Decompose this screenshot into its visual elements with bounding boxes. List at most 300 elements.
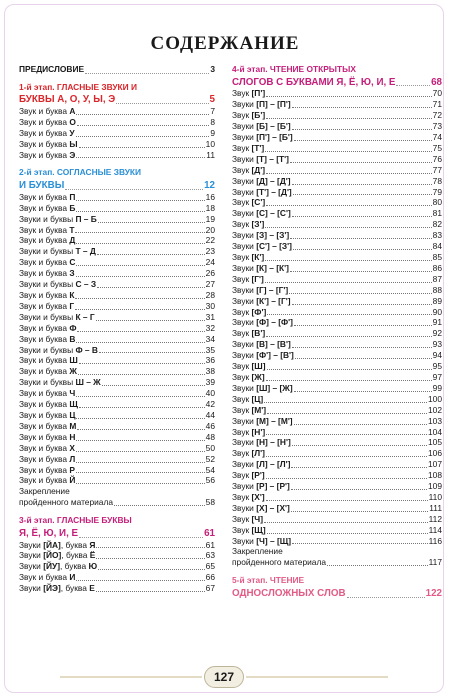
toc-label-bold: Ш – Ж <box>75 377 101 388</box>
toc-page: 22 <box>205 235 215 246</box>
toc-label-text: Звук и буква <box>19 333 70 344</box>
leader-dots <box>327 565 428 566</box>
leader-dots <box>292 216 432 217</box>
toc-page: 38 <box>205 366 215 377</box>
toc-label <box>232 339 291 350</box>
toc-label-bold: К <box>69 290 75 300</box>
toc-label-text: Звуки <box>232 437 257 448</box>
toc-label-bold: Ф <box>69 322 77 333</box>
toc-label-bold: Н <box>69 431 76 442</box>
toc-label <box>19 366 77 377</box>
toc-page: 87 <box>432 273 442 284</box>
toc-page: 35 <box>205 344 215 355</box>
leader-dots <box>266 478 427 479</box>
toc-label <box>19 268 75 279</box>
toc-label <box>232 536 291 547</box>
leader-dots <box>76 472 205 473</box>
toc-label-text: Звук и буква <box>19 572 70 583</box>
toc-entry <box>19 323 215 334</box>
section-heading <box>19 94 215 106</box>
leader-dots <box>290 271 432 272</box>
toc-label <box>19 399 78 410</box>
toc-label-text: пройденного материала <box>19 497 114 508</box>
toc-label-bold: [П'] – [Б'] <box>256 132 293 143</box>
toc-label <box>19 246 96 257</box>
toc-label-text: Я, Ё, Ю, И, Е <box>19 528 79 540</box>
toc-entry <box>232 143 442 154</box>
toc-label-text: Звуки <box>232 502 257 513</box>
toc-label <box>232 405 266 416</box>
leader-dots <box>291 511 428 512</box>
toc-page: 105 <box>428 437 442 448</box>
toc-label-text: Звуки <box>232 317 257 328</box>
toc-label <box>19 528 78 540</box>
leader-dots <box>98 222 205 223</box>
toc-label-bold: О <box>69 116 76 127</box>
toc-label-text: Звук и буква <box>19 290 70 300</box>
leader-dots <box>75 232 204 233</box>
toc-label-text: Звуки <box>232 175 257 186</box>
toc-page: 5 <box>209 94 215 106</box>
toc-page: 104 <box>428 426 442 437</box>
toc-page: 65 <box>205 561 215 572</box>
toc-label-text: Звуки <box>232 382 257 393</box>
toc-label-bold: [ЙА] <box>43 539 61 550</box>
toc-label <box>19 225 74 236</box>
toc-label <box>19 443 75 454</box>
leader-dots <box>76 396 204 397</box>
toc-label-bold: [К'] – [Г'] <box>256 295 291 306</box>
toc-label-text: Звуки <box>232 208 257 219</box>
toc-label <box>232 361 266 372</box>
toc-page: 10 <box>205 138 215 149</box>
toc-entry <box>232 328 442 339</box>
leader-dots <box>96 547 204 548</box>
toc-page: 9 <box>210 127 215 138</box>
section-spacer <box>19 508 215 513</box>
toc-page: 117 <box>428 557 442 568</box>
toc-label <box>232 427 265 438</box>
closing-line: Закрепление <box>19 486 70 497</box>
toc-entry <box>232 394 442 405</box>
page-number-rule-right <box>246 676 388 678</box>
toc-page: 97 <box>432 371 442 382</box>
leader-dots <box>96 320 205 321</box>
leader-dots <box>264 522 428 523</box>
toc-page: 102 <box>428 404 442 415</box>
toc-page: 88 <box>432 284 442 295</box>
section-heading <box>232 77 442 89</box>
toc-label-text: Звук <box>232 252 252 262</box>
toc-page: 78 <box>432 175 442 186</box>
toc-label-bold: Ю <box>88 561 98 572</box>
toc-page: 63 <box>205 550 215 561</box>
toc-page: 48 <box>205 431 215 442</box>
toc-label <box>19 475 75 486</box>
toc-page: 23 <box>205 246 215 257</box>
leader-dots <box>116 103 208 104</box>
toc-label <box>232 110 265 121</box>
toc-page: 26 <box>205 268 215 279</box>
toc-label <box>19 192 75 203</box>
section-heading-line: 4-й этап. ЧТЕНИЕ ОТКРЫТЫХ <box>232 64 356 74</box>
toc-page: 72 <box>432 110 442 121</box>
leader-dots <box>76 114 209 115</box>
toc-label <box>19 432 75 443</box>
toc-label <box>19 214 97 225</box>
toc-entry <box>232 154 442 165</box>
toc-page: 109 <box>428 481 442 492</box>
toc-label-text: Звуки и буквы <box>19 311 76 322</box>
toc-entry <box>19 192 215 203</box>
toc-entry <box>19 268 215 279</box>
toc-label <box>232 154 289 165</box>
toc-page: 32 <box>205 322 215 333</box>
toc-label-bold: [Д'] <box>251 164 266 175</box>
toc-label-text: Звуки <box>232 284 257 295</box>
toc-label-text: , буква <box>60 583 90 594</box>
toc-label-text: Звук <box>232 273 252 284</box>
toc-entry <box>232 230 442 241</box>
leader-dots <box>99 352 205 353</box>
toc-label-text: Звуки <box>232 415 257 426</box>
toc-label-text: , буква <box>60 539 90 550</box>
leader-dots <box>77 125 210 126</box>
toc-label-text: Звук <box>232 524 252 535</box>
toc-label-bold: [В] – [В'] <box>256 339 291 350</box>
toc-label-text: Звук и буква <box>19 127 70 138</box>
toc-label-text: Звук и буква <box>19 475 70 486</box>
toc-page: 116 <box>428 535 442 546</box>
toc-label <box>232 525 266 536</box>
toc-page: 19 <box>205 213 215 224</box>
toc-page: 61 <box>205 539 215 550</box>
leader-dots <box>76 462 204 463</box>
toc-label <box>232 372 265 383</box>
toc-label-bold: Ф – В <box>75 344 98 355</box>
toc-label <box>232 143 264 154</box>
toc-label-bold: [Н'] <box>251 426 266 437</box>
toc-right-column <box>232 62 442 600</box>
toc-label <box>232 383 293 394</box>
toc-label-text: Звуки <box>232 295 257 306</box>
toc-label-bold: У <box>69 127 75 138</box>
toc-page: 39 <box>205 377 215 388</box>
toc-label <box>19 203 75 214</box>
leader-dots <box>265 282 432 283</box>
toc-label-text: Звук <box>232 470 252 481</box>
toc-label <box>19 279 96 290</box>
toc-entry <box>19 345 215 356</box>
section-heading <box>232 588 442 600</box>
toc-entry <box>232 121 442 132</box>
toc-label-bold: [З'] <box>251 219 265 230</box>
toc-page: 76 <box>432 153 442 164</box>
toc-label-text: Звук <box>232 142 252 153</box>
toc-page: 92 <box>432 328 442 339</box>
toc-label <box>232 394 263 405</box>
toc-label-text: ОДНОСЛОЖНЫХ СЛОВ <box>232 588 346 600</box>
toc-label-text: Звуки <box>232 132 257 143</box>
toc-label <box>19 257 75 268</box>
toc-entry <box>232 219 442 230</box>
toc-page: 86 <box>432 262 442 273</box>
leader-dots <box>267 369 432 370</box>
toc-page: 114 <box>428 524 442 535</box>
toc-label <box>19 94 115 106</box>
toc-entry <box>19 301 215 312</box>
toc-entry <box>232 427 442 438</box>
leader-dots <box>76 200 204 201</box>
leader-dots <box>78 374 205 375</box>
leader-dots <box>266 434 427 435</box>
toc-entry <box>232 187 442 198</box>
leader-dots <box>96 591 205 592</box>
toc-label-text: Звук <box>232 88 252 99</box>
toc-label-bold: Ж <box>69 366 77 377</box>
toc-entry <box>19 454 215 465</box>
toc-label-bold: Х <box>69 442 75 453</box>
toc-label-bold: [Б'] <box>251 110 266 121</box>
toc-label <box>19 323 76 334</box>
toc-label-bold: [ЙЭ] <box>43 583 61 594</box>
leader-dots <box>266 118 432 119</box>
toc-label-bold: [Щ] <box>251 524 266 535</box>
leader-dots <box>266 96 432 97</box>
toc-page: 20 <box>205 224 215 235</box>
leader-dots <box>292 445 427 446</box>
toc-label <box>19 180 64 192</box>
toc-entry <box>19 279 215 290</box>
toc-label-bold: Т <box>69 224 75 235</box>
toc-label <box>232 328 265 339</box>
leader-dots <box>295 358 432 359</box>
toc-entry <box>19 290 215 301</box>
toc-label-text: БУКВЫ А, О, У, Ы, Э <box>19 94 116 106</box>
toc-label-text: Звук <box>232 513 252 524</box>
leader-dots <box>76 440 204 441</box>
leader-dots <box>291 489 427 490</box>
toc-label-bold: Ц <box>69 409 76 420</box>
toc-entry <box>232 405 442 416</box>
toc-entry <box>232 110 442 121</box>
toc-label-text: Звуки и буквы <box>19 344 76 355</box>
toc-entry <box>232 274 442 285</box>
section-heading <box>19 180 215 192</box>
toc-page: 74 <box>432 132 442 143</box>
toc-entry <box>232 176 442 187</box>
toc-entry <box>232 525 442 536</box>
toc-label-bold: З <box>69 268 75 279</box>
toc-label <box>232 416 293 427</box>
toc-label-text: Звуки <box>232 262 257 273</box>
page-number: 127 <box>204 666 244 688</box>
toc-label-text: Звук <box>232 197 252 208</box>
leader-dots <box>76 418 204 419</box>
toc-page: 34 <box>205 333 215 344</box>
leader-dots <box>396 85 430 86</box>
toc-label <box>19 128 75 139</box>
toc-label-text: И БУКВЫ <box>19 180 65 192</box>
toc-label-text: Звук <box>232 393 252 404</box>
toc-label <box>19 301 74 312</box>
toc-page: 80 <box>432 197 442 208</box>
toc-page: 46 <box>205 420 215 431</box>
toc-label <box>232 165 265 176</box>
toc-label <box>232 230 289 241</box>
toc-label-bold: [Х] – [Х'] <box>256 502 290 513</box>
toc-page: 40 <box>205 388 215 399</box>
toc-entry <box>232 416 442 427</box>
leader-dots <box>264 402 427 403</box>
toc-label-text: Звук и буква <box>19 366 70 377</box>
toc-label <box>232 588 346 600</box>
toc-label <box>19 497 113 508</box>
leader-dots <box>96 558 204 559</box>
toc-entry <box>19 421 215 432</box>
toc-label <box>232 263 289 274</box>
toc-entry <box>232 307 442 318</box>
toc-label-text: Звук <box>232 361 252 372</box>
toc-label-text: Звуки <box>19 550 44 561</box>
toc-entry <box>19 235 215 246</box>
toc-label-bold: В <box>69 333 76 344</box>
toc-label-bold: [Х'] <box>251 491 265 502</box>
toc-page: 93 <box>432 339 442 350</box>
toc-page: 73 <box>432 121 442 132</box>
toc-label <box>19 150 75 161</box>
toc-entry <box>19 203 215 214</box>
toc-entry <box>232 350 442 361</box>
toc-label-bold: Щ <box>69 399 78 410</box>
leader-dots <box>292 304 432 305</box>
toc-label-text: Звук и буква <box>19 420 70 431</box>
toc-entry <box>232 317 442 328</box>
leader-dots <box>292 543 428 544</box>
toc-entry <box>232 481 442 492</box>
toc-label <box>19 583 95 594</box>
toc-page: 7 <box>210 105 215 116</box>
toc-entry <box>19 583 215 594</box>
leader-dots <box>76 211 204 212</box>
leader-dots <box>294 391 432 392</box>
toc-label-bold: Л <box>69 453 76 464</box>
toc-label-text: Звук <box>232 306 252 317</box>
toc-label-bold: С <box>69 257 76 268</box>
toc-entry <box>232 132 442 143</box>
toc-page: 36 <box>205 355 215 366</box>
toc-entry <box>19 128 215 139</box>
toc-page: 61 <box>204 528 215 540</box>
toc-entry <box>232 252 442 263</box>
toc-entry <box>232 165 442 176</box>
leader-dots <box>291 467 427 468</box>
toc-page: 85 <box>432 252 442 262</box>
toc-label-text: Звук и буква <box>19 453 70 464</box>
toc-entry <box>232 241 442 252</box>
toc-label-text: Звук <box>232 371 252 382</box>
leader-dots <box>266 380 432 381</box>
toc-label <box>232 448 265 459</box>
toc-page: 94 <box>432 350 442 361</box>
leader-dots <box>75 309 205 310</box>
toc-label <box>232 307 266 318</box>
toc-label-text: Звук <box>232 328 252 339</box>
toc-label-bold: [Ц] <box>251 393 264 404</box>
closing-entry <box>232 557 442 568</box>
toc-label <box>232 208 291 219</box>
leader-dots <box>114 505 205 506</box>
toc-page: 100 <box>428 393 442 404</box>
toc-label <box>19 410 75 421</box>
leader-dots <box>292 129 432 130</box>
toc-label <box>232 492 265 503</box>
toc-page: 42 <box>205 399 215 410</box>
toc-label-bold: Е <box>89 583 95 594</box>
leader-dots <box>76 342 204 343</box>
toc-label-text: Звуки и буквы <box>19 377 76 388</box>
toc-label-text: Звук и буква <box>19 388 70 399</box>
toc-page: 30 <box>205 300 215 311</box>
toc-label-text: Звук и буква <box>19 202 70 213</box>
toc-label <box>232 503 290 514</box>
toc-page: 83 <box>432 230 442 241</box>
toc-label <box>19 334 75 345</box>
toc-label-bold: П – Б <box>75 213 97 224</box>
toc-label-text: , буква <box>60 561 89 572</box>
leader-dots <box>293 194 432 195</box>
toc-label-text: Звук <box>232 404 252 415</box>
toc-entry <box>232 88 442 99</box>
toc-page: 84 <box>432 241 442 252</box>
toc-page: 77 <box>432 164 442 175</box>
toc-label <box>19 139 78 150</box>
leader-dots <box>265 151 431 152</box>
toc-page: 54 <box>205 464 215 475</box>
toc-page: 90 <box>432 306 442 317</box>
toc-label <box>19 117 76 128</box>
toc-label-bold: С – З <box>75 279 97 290</box>
leader-dots <box>294 140 432 141</box>
toc-label-bold: Э <box>69 149 76 160</box>
page-title: СОДЕРЖАНИЕ <box>150 33 300 54</box>
leader-dots <box>85 73 209 74</box>
leader-dots <box>294 424 427 425</box>
leader-dots <box>79 537 203 538</box>
section-spacer <box>232 568 442 573</box>
toc-label-bold: [Т'] – [Д'] <box>256 186 292 197</box>
toc-entry <box>232 448 442 459</box>
toc-label-text: Звуки <box>19 583 44 594</box>
toc-label-text: Звук и буква <box>19 409 70 420</box>
toc-label <box>232 121 291 132</box>
toc-label-text: Звук и буква <box>19 105 70 116</box>
toc-page: 70 <box>432 88 442 99</box>
toc-label <box>19 454 75 465</box>
toc-label <box>232 557 326 568</box>
toc-entry <box>19 550 215 561</box>
toc-page: 81 <box>432 208 442 219</box>
toc-label <box>232 219 264 230</box>
toc-page: 108 <box>428 470 442 481</box>
toc-entry <box>19 312 215 323</box>
toc-label-text: Звук <box>232 448 252 459</box>
toc-entry <box>19 355 215 366</box>
leader-dots <box>266 173 432 174</box>
leader-dots <box>290 238 432 239</box>
toc-entry <box>232 536 442 547</box>
leader-dots <box>266 456 427 457</box>
